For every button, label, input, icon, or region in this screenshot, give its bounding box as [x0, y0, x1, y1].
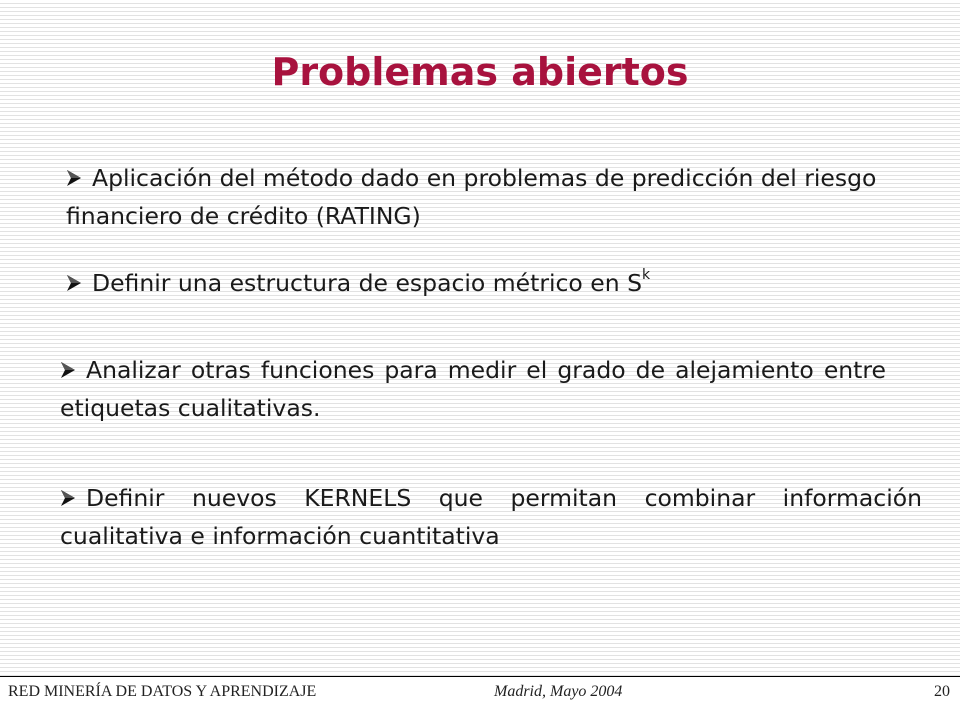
arrow-bullet-icon [60, 353, 76, 390]
arrow-bullet-icon [60, 481, 76, 518]
bullet-text: Definir nuevos KERNELS que permitan combinar información cualitativa e información cuantitativa [60, 484, 922, 550]
slide-footer [0, 676, 960, 721]
footer-organization: RED MINERÍA DE DATOS Y APRENDIZAJE [8, 683, 317, 700]
bullet-item-rating [66, 160, 926, 235]
bullet-text: Analizar otras funciones para medir el grado de alejamiento entre etiquetas cualitativas. [60, 356, 886, 422]
footer-date: Madrid, Mayo 2004 [494, 683, 623, 700]
arrow-bullet-icon [66, 161, 82, 198]
bullet-item-metric-space [66, 265, 926, 303]
bullet-text: Definir una estructura de espacio métrico en S [92, 269, 643, 297]
bullet-superscript: k [642, 267, 651, 283]
arrow-bullet-icon [66, 266, 82, 303]
slide-title: Problemas abiertos [271, 50, 689, 94]
bullet-text: Aplicación del método dado en problemas de predicción del riesgo financiero de crédito (RATING) [66, 164, 877, 230]
bullet-item-kernels [60, 480, 922, 555]
bullet-item-distance-functions [60, 352, 886, 427]
page-number: 20 [934, 683, 950, 700]
